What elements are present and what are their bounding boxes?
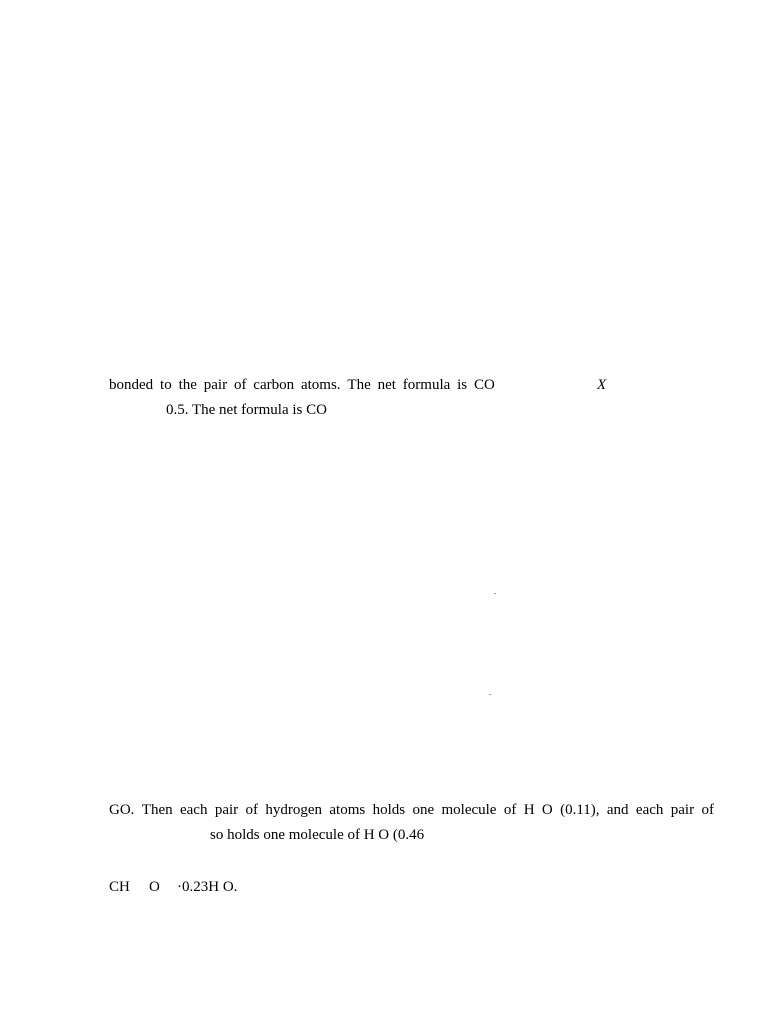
word: atoms — [329, 802, 366, 818]
word: to — [160, 377, 172, 393]
word: pair — [670, 802, 695, 818]
formula-rest: ·0.23H O. — [177, 879, 238, 895]
text-line-4: so holds one molecule of H O (0.46 — [210, 827, 425, 843]
stray-dot-1: . — [494, 587, 496, 596]
word: GO. — [109, 802, 135, 818]
word: bonded — [109, 377, 154, 393]
word: net — [377, 377, 396, 393]
word: each — [635, 802, 664, 818]
word: and — [606, 802, 629, 818]
word: pair — [203, 377, 228, 393]
formula-o: O — [149, 879, 160, 895]
word: carbon — [253, 377, 295, 393]
word: formula — [402, 377, 451, 393]
text-line-1 — [109, 378, 495, 393]
word: each — [179, 802, 208, 818]
word: of — [245, 802, 258, 818]
word: of — [701, 802, 714, 818]
text-line-3 — [109, 803, 714, 818]
word: (0.11), — [560, 802, 600, 818]
text-line-2: 0.5. The net formula is CO — [166, 402, 327, 418]
word: H — [523, 802, 535, 818]
word: the — [178, 377, 197, 393]
word: Then — [141, 802, 173, 818]
word: molecule — [441, 802, 497, 818]
word: holds — [372, 802, 406, 818]
word: pair — [214, 802, 239, 818]
word: CO — [474, 377, 495, 393]
formula-ch: CH — [109, 879, 130, 895]
word: The — [347, 377, 371, 393]
word: hydrogen — [265, 802, 323, 818]
word: of — [503, 802, 517, 818]
word: one — [412, 802, 435, 818]
word: atoms. — [300, 377, 341, 393]
word: is — [457, 377, 468, 393]
stray-dot-2: . — [489, 688, 491, 697]
word: O — [541, 802, 553, 818]
variable-x: X — [597, 377, 607, 393]
word: of — [233, 377, 247, 393]
